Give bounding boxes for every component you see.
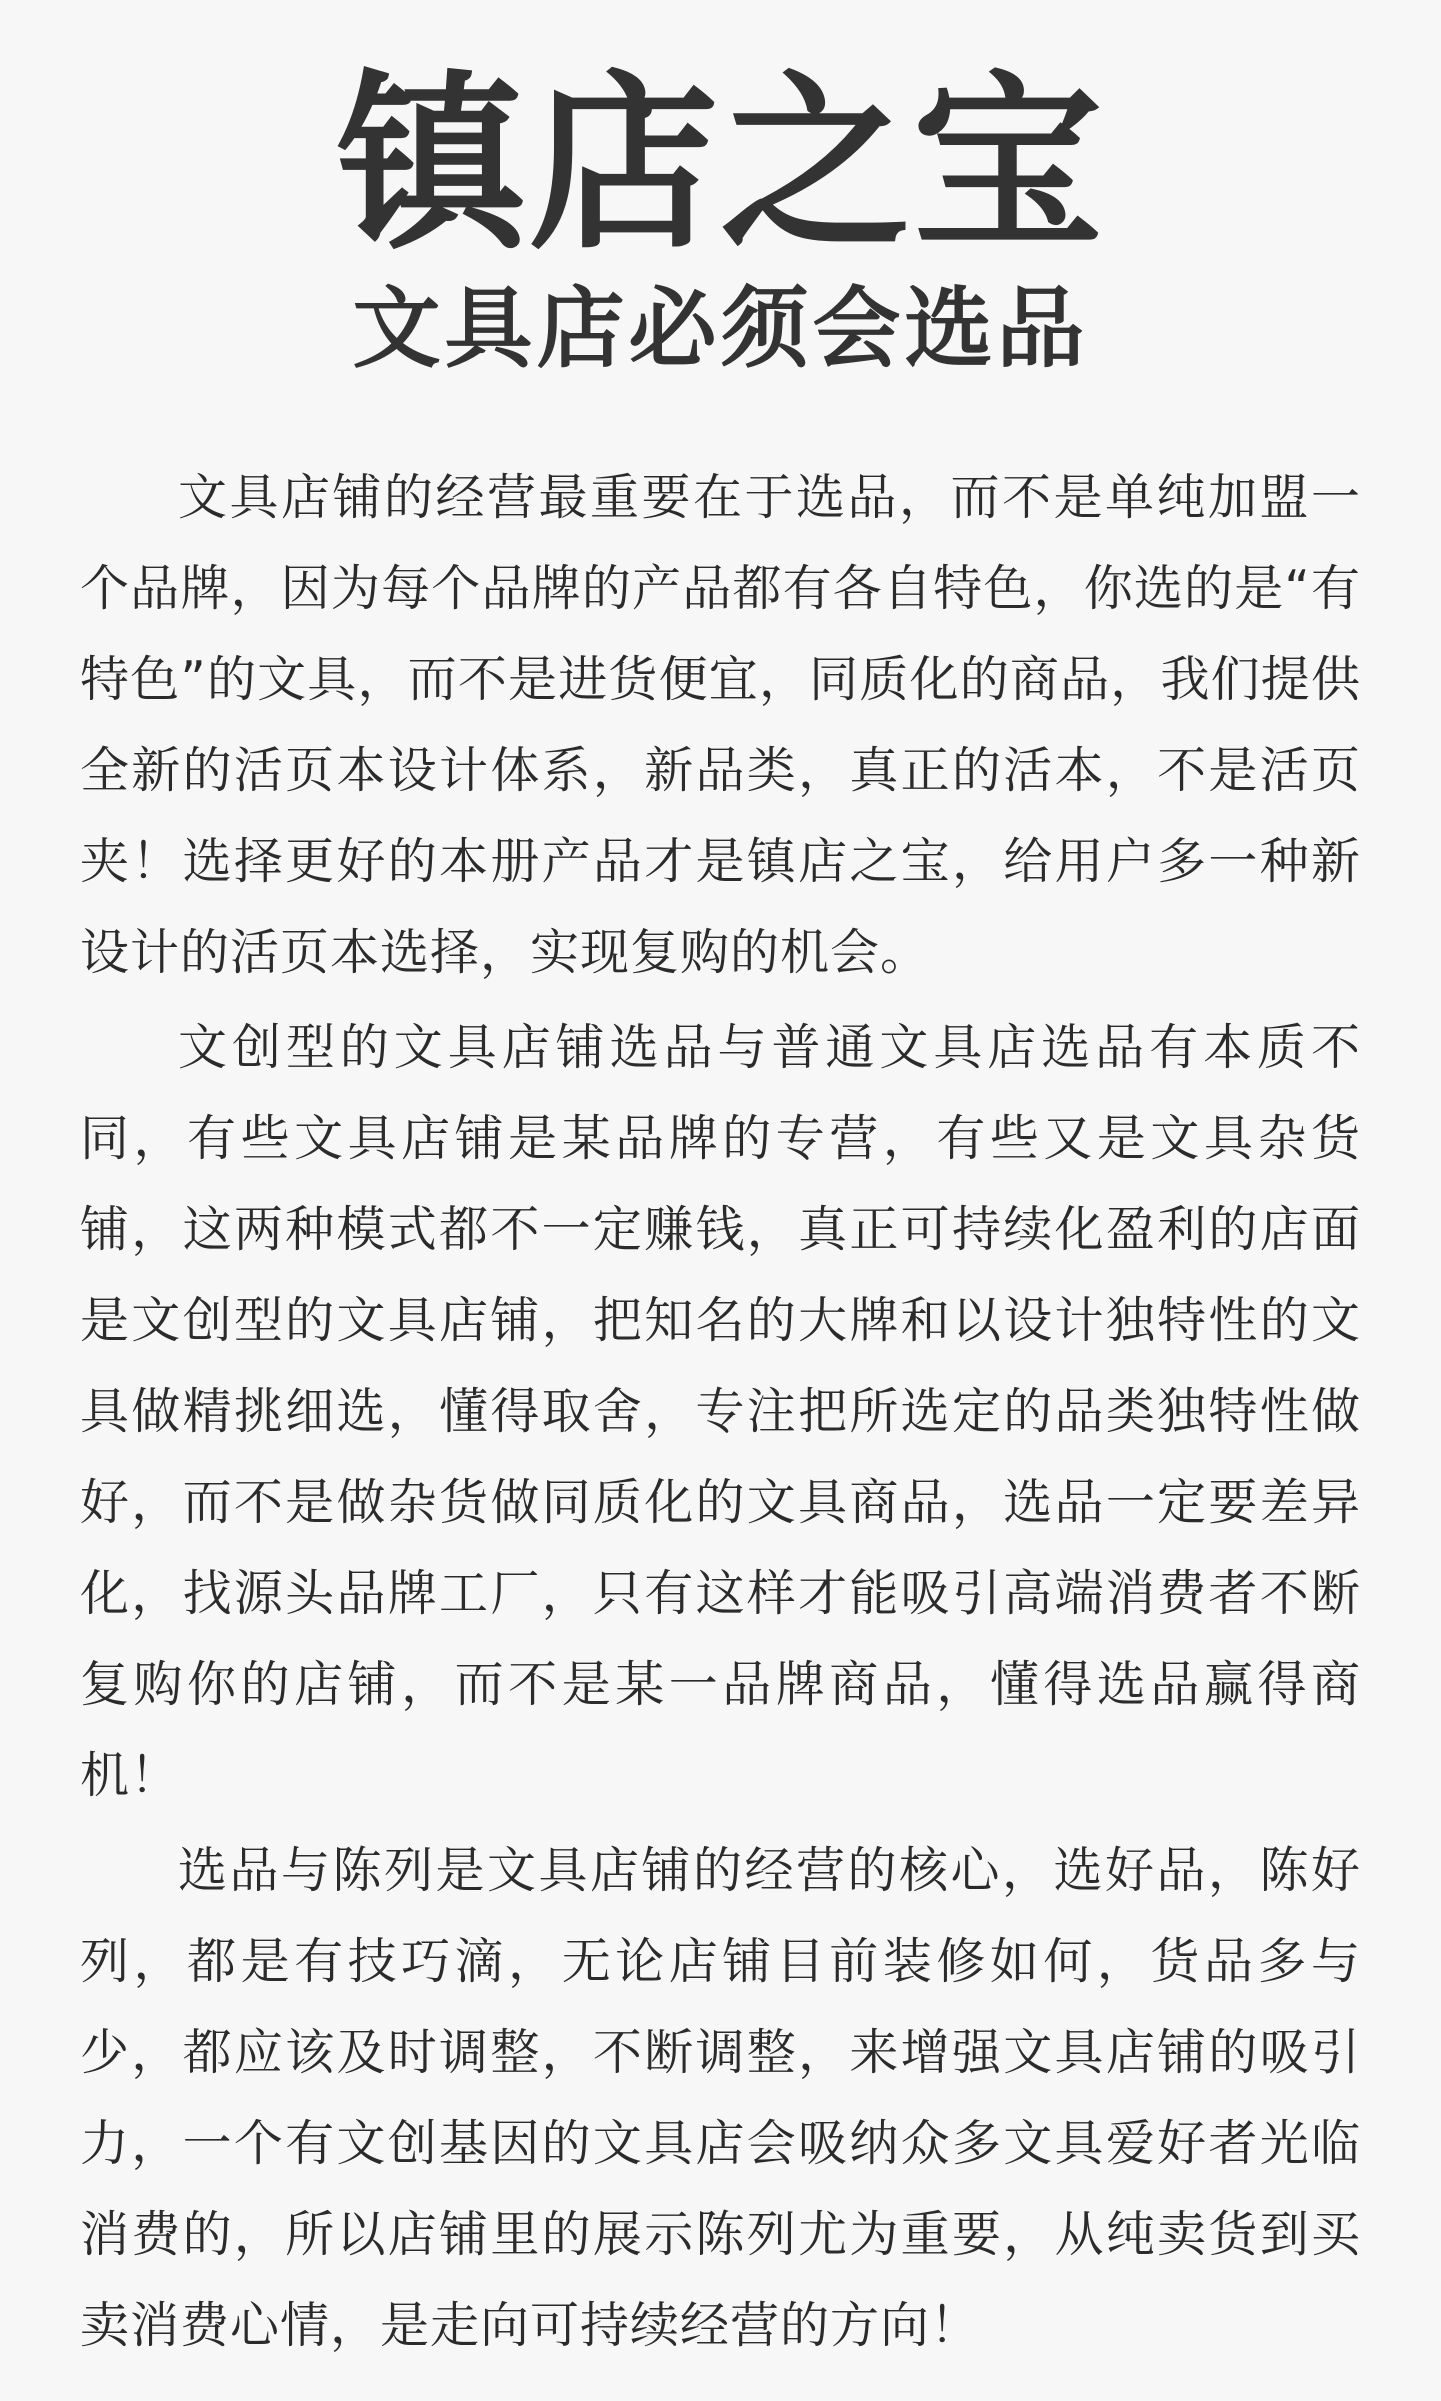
- page-title: 镇店之宝: [336, 54, 1105, 275]
- paragraph-selection: 文具店铺的经营最重要在于选品，而不是单纯加盟一个品牌，因为每个品牌的产品都有各自特色，你选的是“有特色”的文具，而不是进货便宜，同质化的商品，我们提供全新的活页本设计体系，新品类，真正的活本，不是活页夹！选择更好的本册产品才是镇店之宝，给用户多一种新设计的活页本选择，实现复购的机会。: [80, 469, 1361, 981]
- page-subtitle: 文具店必须会选品: [352, 277, 1089, 380]
- paragraph-creative-store: 文创型的文具店铺选品与普通文具店选品有本质不同，有些文具店铺是某品牌的专营，有些又是文具杂货铺，这两种模式都不一定赚钱，真正可持续化盈利的店面是文创型的文具店铺，把知名的大牌和以设计独特性的文具做精挑细选，懂得取舍，专注把所选定的品类独特性做好，而不是做杂货做同质化的文具商品，选品一定要差异化，找源头品牌工厂，只有这样才能吸引高端消费者不断复购你的店铺，而不是某一品牌商品，懂得选品赢得商机！: [80, 1019, 1361, 1804]
- paragraph-display: 选品与陈列是文具店铺的经营的核心，选好品，陈好列，都是有技巧滴，无论店铺目前装修如何，货品多与少，都应该及时调整，不断调整，来增强文具店铺的吸引力，一个有文创基因的文具店会吸纳众多文具爱好者光临消费的，所以店铺里的展示陈列尤为重要，从纯卖货到买卖消费心情，是走向可持续经营的方向！: [80, 1842, 1361, 2354]
- article-body: [80, 452, 1361, 2371]
